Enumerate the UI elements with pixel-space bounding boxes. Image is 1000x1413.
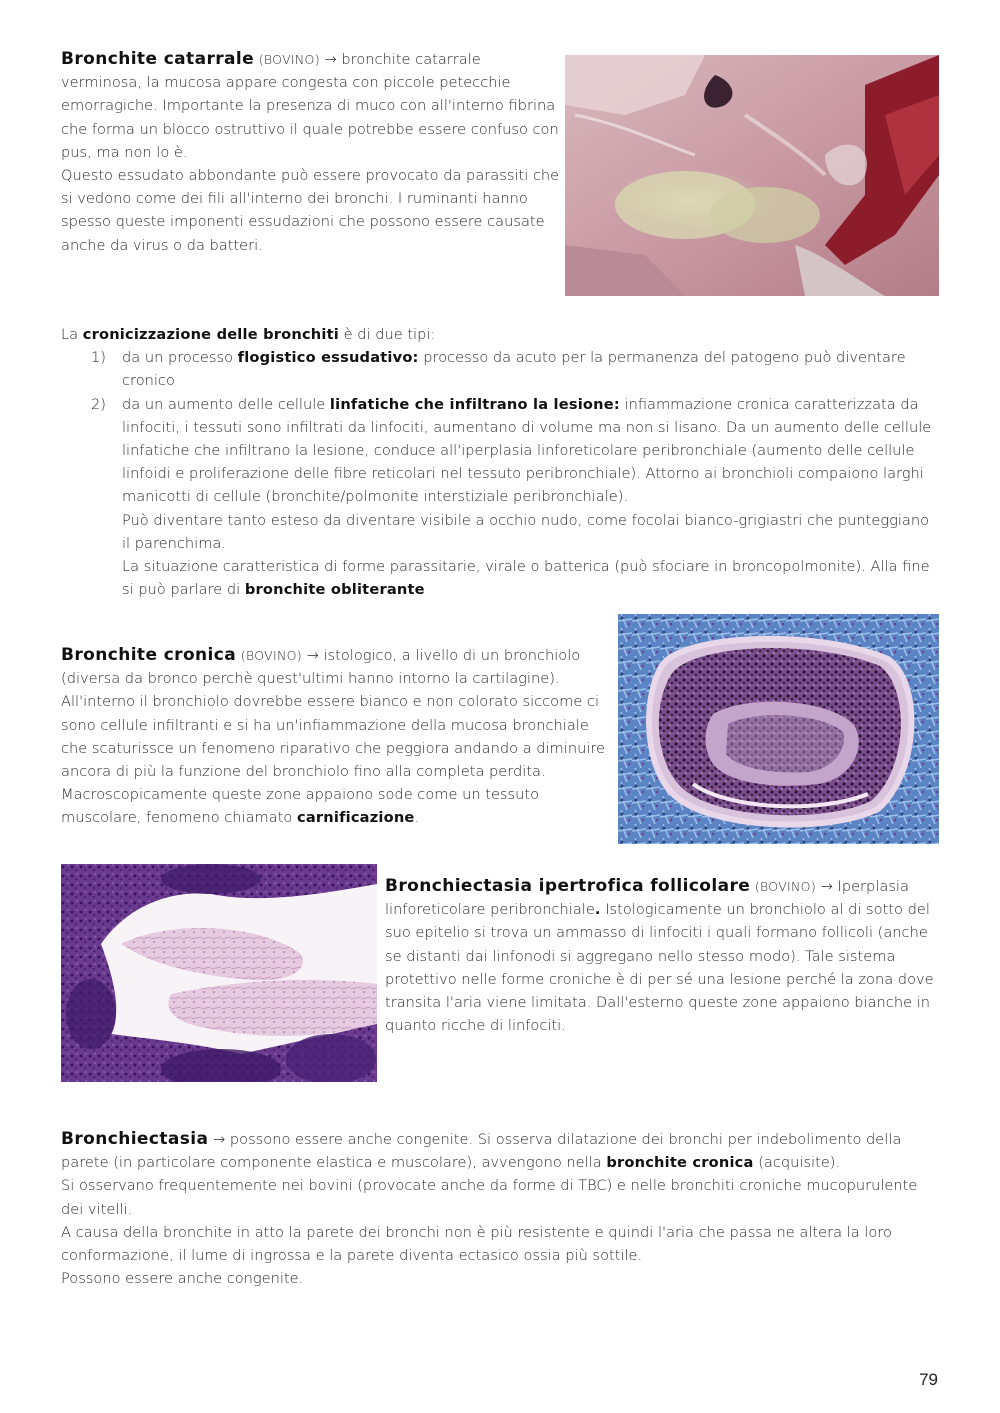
arrow: → — [306, 647, 319, 664]
bold-dot: . — [594, 901, 601, 919]
section-bronchite-catarrale — [61, 48, 561, 257]
species-tag: (BOVINO) — [754, 879, 816, 894]
species-tag: (BOVINO) — [240, 648, 302, 663]
body-text: (acquisite). — [753, 1154, 841, 1172]
paragraph: Possono essere anche congenite. — [61, 1270, 304, 1288]
histology-bronchiole-photo — [618, 614, 939, 844]
body-text: Istologicamente un bronchiolo al di sotto del suo epitelio si trova un ammasso di linfociti i quali formano follicoli (anche se distanti dai linfonodi si aggregano nello stesso modo). Tale sistema protettivo nelle forme croniche è di per sé una lesione perché la zona dove transita l'aria viene limitata. Dall'esterno queste zone appaiono bianche in quanto ricche di linfociti. — [385, 901, 934, 1035]
bold-term: linfatiche che infiltrano la lesione: — [329, 395, 620, 413]
list-paragraph: Può diventare tanto esteso da diventare visibile a occhio nudo, come focolai bianco-grigiastri che punteggiano il parenchima. — [122, 511, 930, 552]
body-text: La situazione caratteristica di forme parassitarie, virale o batterica (può sfociare in broncopolmonite). Alla fine si può parlare di — [122, 558, 930, 599]
body-text: bronchite catarrale verminosa, la mucosa appare congesta con piccole petecchie emorragiche. Importante la presenza di muco con all'interno fibrina che forma un blocco ostruttivo il quale potrebbe essere confuso con pus, ma non lo è. — [61, 51, 559, 161]
list-number: 1) — [91, 349, 106, 367]
gross-bronchus-image — [565, 55, 939, 296]
body-text: La — [61, 326, 83, 343]
section-title: Bronchite catarrale — [61, 49, 255, 69]
body-text: da un aumento delle cellule — [122, 395, 330, 413]
paragraph — [61, 644, 611, 830]
page-number: 79 — [919, 1370, 938, 1389]
paragraph — [385, 875, 940, 1037]
paragraph — [61, 1128, 941, 1174]
histology-bronchiole-image — [618, 614, 939, 844]
body-text: è di due tipi: — [338, 326, 436, 343]
bold-term: carnificazione — [296, 809, 415, 827]
body-text: infiammazione cronica caratterizzata da linfociti, i tessuti sono infiltrati da linfociti, aumentano di volume ma non si lisano. Da un aumento delle cellule linfatiche che infiltrano la lesione, conduce all'iperplasia linforeticolare peribronchiale (aumento delle cellule linfoidi e proliferazione delle fibre reticolari nel tessuto peribronchiale). Attorno ai bronchioli compaiono larghi manicotti di cellule (bronchite/polmonite interstiziale peribronchiale). — [122, 395, 932, 506]
bold-term: bronchite obliterante — [244, 581, 425, 599]
list-number: 2) — [91, 395, 106, 413]
histology-follicular-image — [61, 864, 377, 1082]
section-bronchiectasia — [61, 1128, 941, 1290]
gross-bronchus-photo — [565, 55, 939, 296]
section-title: Bronchiectasia ipertrofica follicolare — [385, 876, 751, 896]
list-paragraph — [122, 555, 939, 601]
paragraph: Questo essudato abbondante può essere provocato da parassiti che si vedono come dei fili all'interno dei bronchi. I ruminanti hanno spesso queste imponenti essudazioni che possono essere causate anche da virus o da batteri. — [61, 167, 560, 254]
intro-line — [61, 323, 939, 346]
paragraph: Si osservano frequentemente nei bovini (provocate anche da forme di TBC) e nelle bronchiti croniche mucopurulente dei vitelli. — [61, 1177, 918, 1218]
species-tag: (BOVINO) — [258, 52, 320, 67]
body-text: . — [414, 809, 420, 827]
section-title: Bronchiectasia — [61, 1129, 209, 1149]
body-text: Iperplasia linforeticolare peribronchiale — [385, 878, 909, 919]
paragraph — [61, 48, 561, 164]
arrow: → — [324, 51, 337, 68]
histology-follicular-photo — [61, 864, 377, 1082]
body-text: istologico, a livello di un bronchiolo (diversa da bronco perchè quest'ultimi hanno intorno la cartilagine). All'interno il bronchiolo dovrebbe essere bianco e non colorato siccome ci sono cellule infiltranti e si ha un'infiammazione della mucosa bronchiale che scaturissce un fenomeno riparativo che peggiora andando a diminuire ancora di più la funzione del bronchiolo fino alla completa perdita. Macroscopicamente queste zone appaiono sode come un tessuto muscolare, fenomeno chiamato — [61, 647, 606, 827]
section-bronchite-cronica — [61, 644, 611, 830]
arrow: → — [820, 878, 833, 895]
body-text: da un processo — [122, 349, 238, 367]
bold-term: cronicizzazione delle bronchiti — [82, 326, 339, 343]
bold-term: bronchite cronica — [606, 1154, 754, 1172]
body-text: processo da acuto per la permanenza del patogeno può diventare cronico — [122, 349, 906, 390]
list-item — [61, 393, 939, 602]
numbered-list — [61, 346, 939, 601]
paragraph: A causa della bronchite in atto la parete dei bronchi non è più resistente e quindi l'aria che passa ne altera la loro conformazione, il lume di ingrossa e la parete diventa ectasico ossia più sottile. — [61, 1223, 892, 1265]
list-item — [61, 346, 939, 392]
section-cronicizzazione — [61, 323, 939, 601]
section-title: Bronchite cronica — [61, 645, 237, 665]
bold-term: flogistico essudativo: — [237, 349, 419, 367]
body-text: possono essere anche congenite. Si osserva dilatazione dei bronchi per indebolimento della parete (in particolare componente elastica e muscolare), avvengono nella — [61, 1131, 902, 1172]
section-bronchiectasia-follicolare — [385, 875, 940, 1037]
arrow: → — [213, 1131, 226, 1148]
